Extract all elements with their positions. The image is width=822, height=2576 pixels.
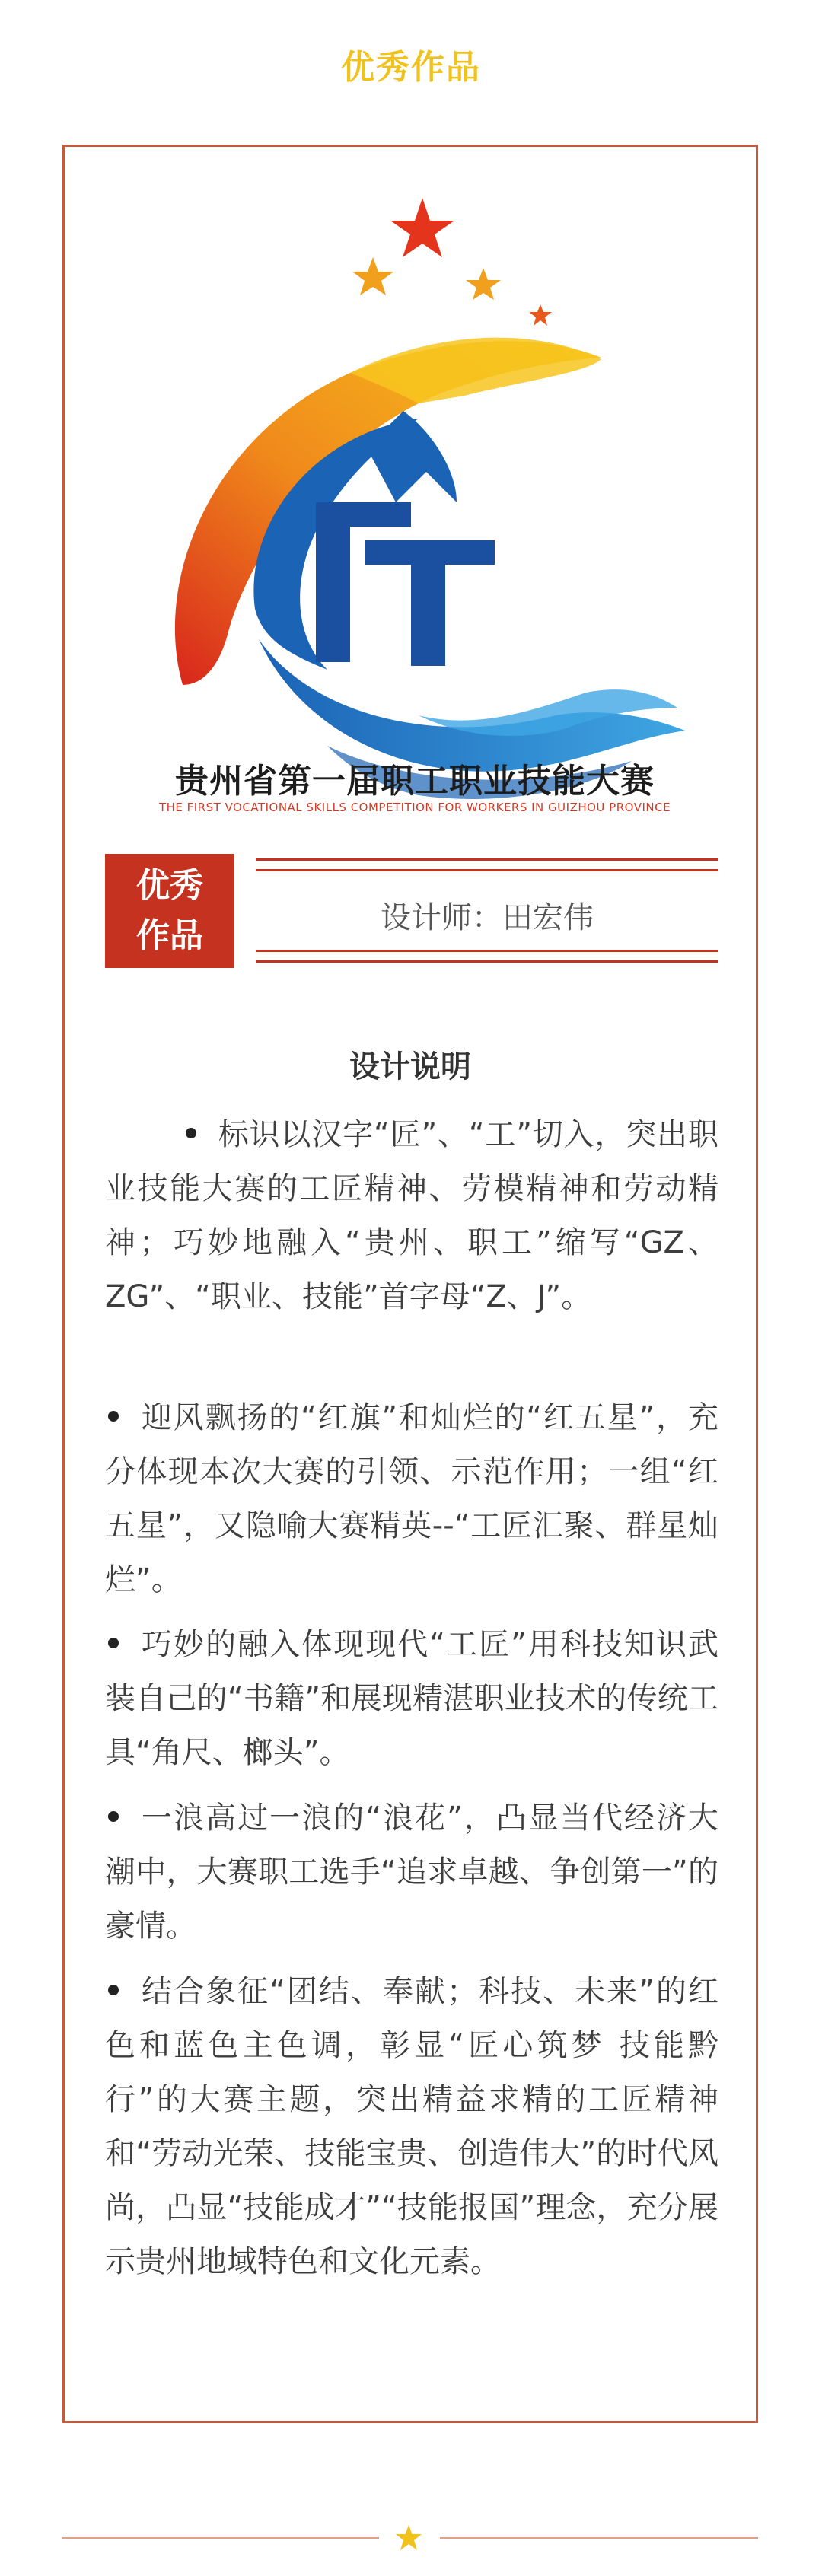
logo-title: 贵州省第一届职工职业技能大赛 — [175, 762, 655, 801]
page-title: 优秀作品 — [341, 48, 481, 87]
description-paragraph — [105, 1618, 718, 1780]
divider-line — [256, 858, 718, 861]
paragraph-text: 结合象征“团结、奉献；科技、未来”的红色和蓝色主色调，彰显“匠心筑梦 技能黔行”的大赛主题，突出精益求精的工匠精神和“劳动光荣、技能宝贵、创造伟大”的时代风尚，凸显“技能成才”“技能报国”理念，充分展示贵州地域特色和文化元素。 — [105, 1974, 718, 2279]
designer-credit: 设计师：田宏伟 — [381, 900, 594, 935]
competition-logo — [99, 183, 723, 822]
divider-line — [256, 950, 718, 952]
footer-divider-right — [440, 2537, 758, 2539]
award-badge — [105, 854, 234, 968]
star-icon — [466, 268, 501, 300]
paragraph-text: 迎风飘扬的“红旗”和灿烂的“红五星”，充分体现本次大赛的引领、示范作用；一组“红五星”，又隐喻大赛精英--“工匠汇聚、群星灿烂”。 — [105, 1400, 718, 1597]
divider-line — [256, 960, 718, 963]
paragraph-text: 巧妙的融入体现现代“工匠”用科技知识武装自己的“书籍”和展现精湛职业技术的传统工具“角尺、榔头”。 — [105, 1627, 718, 1770]
logo-subtitle: THE FIRST VOCATIONAL SKILLS COMPETITION FOR WORKERS IN GUIZHOU PROVINCE — [158, 801, 671, 814]
paragraph-text: 一浪高过一浪的“浪花”，凸显当代经济大潮中，大赛职工选手“追求卓越、争创第一”的豪情。 — [105, 1801, 718, 1944]
description-paragraph — [105, 1108, 718, 1324]
description-paragraph — [105, 1791, 718, 1953]
bullet-icon — [108, 1811, 119, 1822]
section-heading: 设计说明 — [349, 1049, 471, 1084]
badge-line-2: 作品 — [136, 916, 203, 955]
description-paragraph — [105, 1391, 718, 1607]
badge-line-1: 优秀 — [136, 866, 203, 905]
bullet-icon — [108, 1638, 119, 1648]
bullet-icon — [108, 1411, 119, 1422]
star-icon — [332, 297, 350, 314]
description-paragraph — [105, 1965, 718, 2289]
star-icon — [529, 304, 552, 326]
divider-line — [256, 869, 718, 871]
craft-symbol — [316, 502, 411, 662]
star-icon — [352, 257, 393, 295]
footer-divider-left — [62, 2537, 379, 2539]
bullet-icon — [108, 1985, 119, 1995]
paragraph-text: 标识以汉字“匠”、“工”切入，突出职业技能大赛的工匠精神、劳模精神和劳动精神；巧妙地融入“贵州、职工”缩写“GZ、ZG”、“职业、技能”首字母“Z、J”。 — [105, 1117, 718, 1314]
bullet-icon — [186, 1128, 196, 1138]
star-icon — [394, 2523, 423, 2552]
big-star-icon — [390, 198, 454, 257]
craft-symbol-t — [365, 540, 495, 666]
